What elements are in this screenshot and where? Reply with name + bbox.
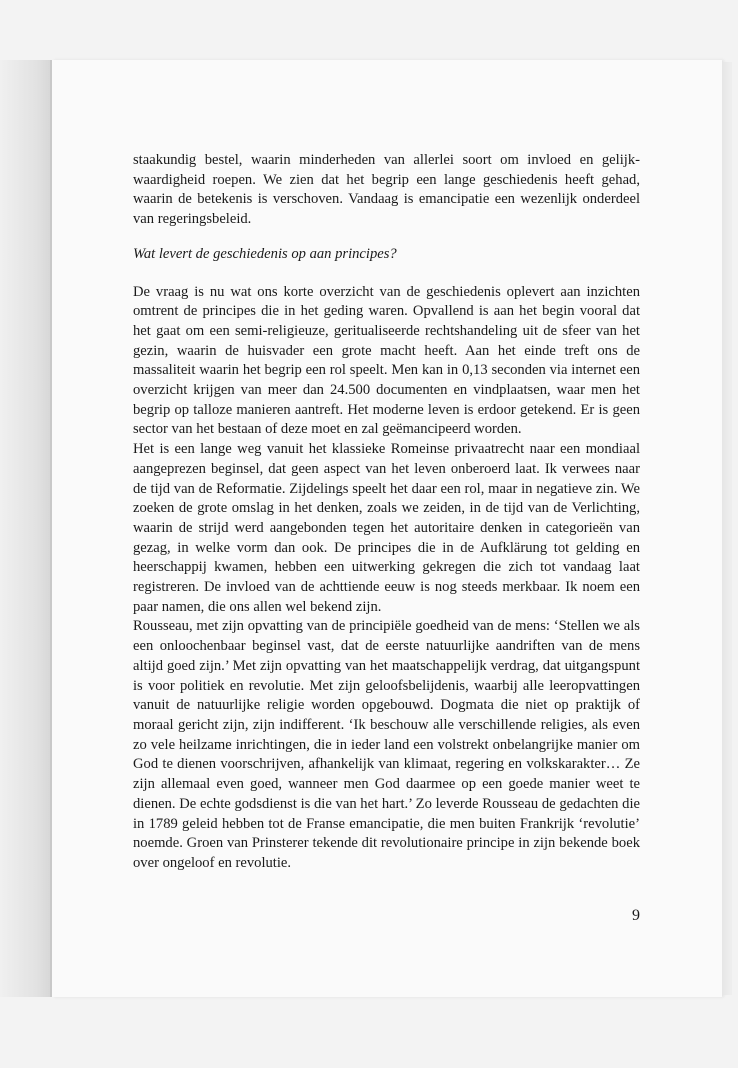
- page-number: 9: [632, 907, 640, 924]
- section-heading: Wat levert de geschiedenis op aan principes?: [133, 245, 397, 262]
- body-paragraph: Rousseau, met zijn opvatting van de principiële goedheid van de mens: ‘Stellen we als een onloochenbaar beginsel vast, dat de eerste natuurlijke aandriften van de mens altijd goed zijn.’ Met zijn opvatting van het maatschappelijk verdrag, dat uitgangspunt is voor politiek en revolutie. Met zijn geloofsbelijdenis, waarbij alle leeropvattingen vanuit de natuurlijke religie worden opgebouwd. Dogmata die niet op praktijk of moraal gericht zijn, zijn indifferent. ‘Ik beschouw alle verschillende religies, als even zo vele heilzame inrichtingen, die in ieder land een volstrekt onbelangrijke manier om God te dienen voorschrijven, afhankelijk van klimaat, regering en volkskarakter… Ze zijn allemaal even goed, wanneer men God daarmee op een goede manier weet te dienen. De echte godsdienst is die van het hart.’ Zo leverde Rousseau de gedachten die in 1789 geleid hebben tot de Franse emancipatie, die men buiten Frankrijk ‘revolutie’ noemde. Groen van Prinsterer tekende dit revolutionaire principe in zijn bekende boek over ongeloof en revolutie.: [133, 618, 640, 871]
- book-spine-shadow: [0, 60, 52, 997]
- page-edge: [722, 62, 732, 995]
- page-text-block: [133, 151, 640, 874]
- opening-paragraph: staakundig bestel, waarin minderheden van allerlei soort om invloed en gelijkwaardigheid roepen. We zien dat het begrip een lange geschiedenis heeft gehad, waarin de betekenis is verschoven. Vandaag is emancipatie een wezenlijk onderdeel van regeringsbeleid.: [133, 152, 640, 228]
- body-paragraph: De vraag is nu wat ons korte overzicht van de geschiedenis oplevert aan inzichten omtrent de principes die in het geding waren. Opvallend is aan het begin vooral dat het gaat om een semi-religieuze, geritualiseerde rechtshandeling uit de sfeer van het gezin, waarin de huisvader een grote macht heeft. Aan het einde treft ons de massaliteit waarin het begrip een rol speelt. Men kan in 0,13 seconden via internet een overzicht krijgen van meer dan 24.500 documenten en vindplaatsen, waar men het begrip op talloze manieren aantreft. Het moderne leven is erdoor getekend. Er is geen sector van het bestaan of deze moet en zal geëmancipeerd worden.: [133, 283, 640, 438]
- body-paragraph: Het is een lange weg vanuit het klassieke Romeinse privaatrecht naar een mondiaal aangeprezen beginsel, dat geen aspect van het leven onberoerd laat. Ik verwees naar de tijd van de Reformatie. Zijdelings speelt het daar een rol, maar in negatieve zin. We zoeken de grote omslag in het denken, zoals we zeiden, in de tijd van de Verlichting, waarin de strijd werd aangebonden tegen het autoritaire denken in categorieën van gezag, in welke vorm dan ook. De principes die in de Aufklärung tot gelding en heerschappij kwamen, hebben een uitwerking gekregen die zich tot vandaag laat registreren. De invloed van de achttiende eeuw is nog steeds merkbaar. Ik noem een paar namen, die ons allen wel bekend zijn.: [133, 441, 640, 615]
